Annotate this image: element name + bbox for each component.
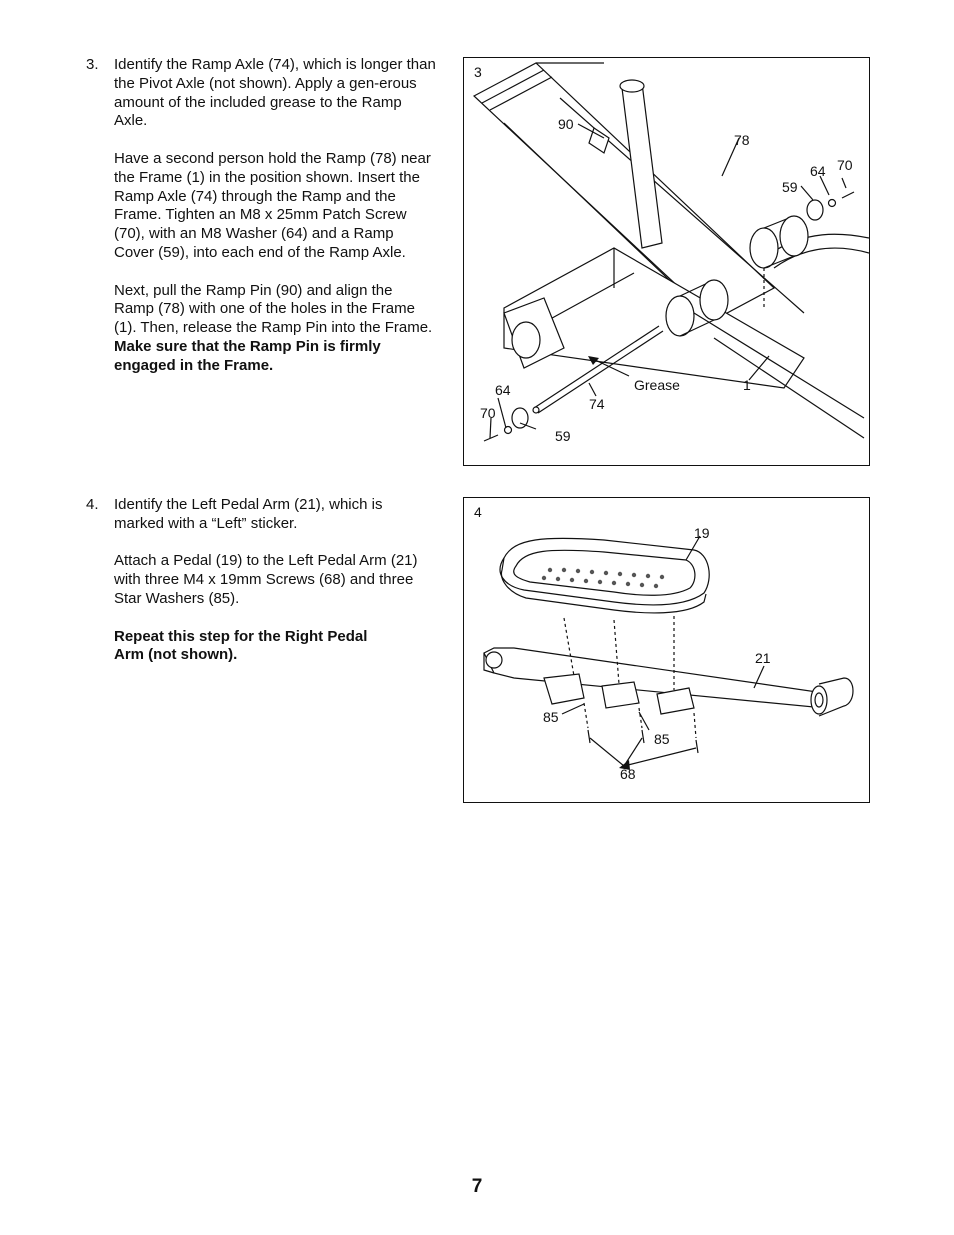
callout-grease: Grease <box>634 377 680 393</box>
paragraph-text: Identify the Ramp Axle (74), which is longer than the Pivot Axle (not shown). Apply a gen-erous amount of the included grease to the Ramp Axle. <box>114 56 436 130</box>
callout-washer-left: 64 <box>495 382 511 398</box>
figure-4 <box>463 497 870 803</box>
paragraph-text: Next, pull the Ramp Pin (90) and align the Ramp (78) with one of the holes in the Frame (1). Then, release the Ramp Pin into the Frame. <box>114 281 433 337</box>
step-paragraph <box>114 56 436 131</box>
pedal-assembly-illustration <box>464 498 869 802</box>
callout-ramp: 78 <box>734 132 750 148</box>
paragraph-text: Attach a Pedal (19) to the Left Pedal Arm (21) with three M4 x 19mm Screws (68) and three Star Washers (85). <box>114 552 418 607</box>
callout-cover-left: 59 <box>555 428 571 444</box>
figure-number: 3 <box>474 64 482 80</box>
page-number: 7 <box>471 1176 483 1197</box>
step-paragraph <box>114 496 436 534</box>
bold-warning: Repeat this step for the Right Pedal Arm (not shown). <box>114 627 368 664</box>
step-4 <box>86 496 436 665</box>
callout-screw-right: 70 <box>837 157 853 173</box>
callout-axle: 74 <box>589 396 605 412</box>
step-paragraph <box>114 552 436 608</box>
callout-star-washer: 85 <box>543 709 559 725</box>
callout-cover-right: 59 <box>782 179 798 195</box>
step-paragraph <box>114 628 394 666</box>
figure-number: 4 <box>474 504 482 520</box>
step-number: 3. <box>86 56 99 73</box>
step-paragraph <box>114 282 436 376</box>
callout-pedal-arm: 21 <box>755 650 771 666</box>
step-body <box>114 56 436 376</box>
step-paragraph <box>114 150 436 263</box>
callout-washer-right: 64 <box>810 163 826 179</box>
callout-star-washer: 85 <box>654 731 670 747</box>
callout-screws: 68 <box>620 766 636 782</box>
callout-screw-left: 70 <box>480 405 496 421</box>
callout-pedal: 19 <box>694 525 710 541</box>
callout-frame: 1 <box>743 377 751 393</box>
step-body <box>114 496 436 665</box>
step-3 <box>86 56 436 376</box>
figure-3 <box>463 57 870 466</box>
ramp-assembly-illustration <box>464 58 869 465</box>
bold-warning: Make sure that the Ramp Pin is firmly engaged in the Frame. <box>114 337 381 374</box>
paragraph-text: Identify the Left Pedal Arm (21), which is marked with a “Left” sticker. <box>114 496 383 532</box>
step-number: 4. <box>86 496 99 513</box>
paragraph-text: Have a second person hold the Ramp (78) near the Frame (1) in the position shown. Insert the Ramp Axle (74) through the Ramp and the Frame. Tighten an M8 x 25mm Patch Screw (70), with an M8 Washer (64) and a Ramp Cover (59), into each end of the Ramp Axle. <box>114 149 431 261</box>
callout-ramp-pin: 90 <box>558 116 574 132</box>
